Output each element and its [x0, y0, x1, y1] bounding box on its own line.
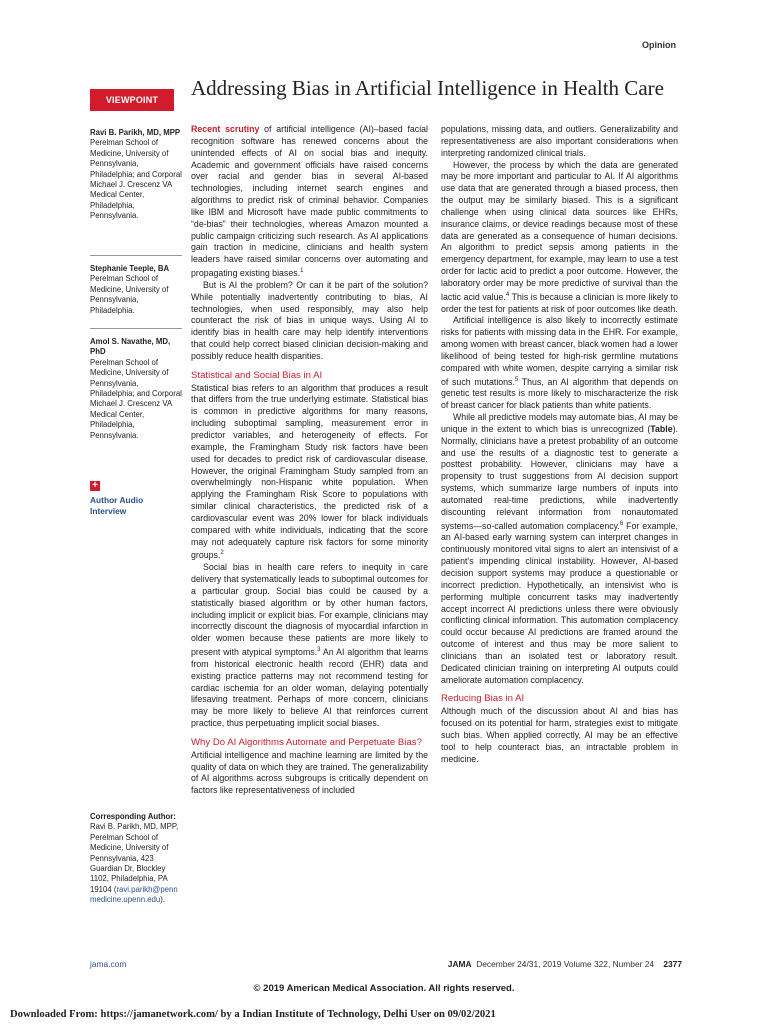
paragraph: This is because a clinician is more likely to order the test for patients at risk of poor outcomes like death.	[441, 291, 678, 314]
copyright: © 2019 American Medical Association. All rights reserved.	[253, 983, 515, 994]
email-link[interactable]: ravi.parikh@pennmedicine.upenn.edu	[90, 884, 178, 905]
paragraph: However, the process by which the data are generated may be more important and particular to AI. If AI algorithms use data that are generated through a biased process, then the output may be similarly biased. This is a significant challenge when using clinical data sources like EHRs, insurance claims, or device readings because most of these data are generated as a consequence of human decisions. An algorithm to predict sepsis among patients in the emergency department, for example, may learn to use a test order for lactic acid to predict a poor outcome. However, the laboratory order may be more predictive of survival than the lactic acid value.	[441, 159, 678, 302]
author-block-2	[90, 264, 182, 316]
paragraph: populations, missing data, and outliers. Generalizability and representativeness are also important considerations when interpreting randomized clinical trials.	[441, 124, 678, 158]
paragraph: Artificial intelligence and machine learning are limited by the quality of data on which they are trained. The generalizability of AI algorithms across subgroups is critically dependent on factors like representativeness of included	[191, 749, 428, 796]
table-link[interactable]: Table	[650, 423, 673, 434]
article-title: Addressing Bias in Artificial Intelligence in Health Care	[191, 76, 664, 100]
paragraph: Thus, an AI algorithm that depends on genetic test results is more likely to mischaracterize the risk of breast cancer for black patients than white patients.	[441, 376, 679, 411]
divider	[90, 255, 182, 256]
download-notice: Downloaded From: https://jamanetwork.com/ by a Indian Institute of Technology, Delhi User on 09/02/2021	[10, 1009, 496, 1020]
section-heading: Reducing Bias in AI	[441, 693, 525, 705]
divider	[90, 328, 182, 329]
author-audio-link[interactable]: Author Audio Interview	[90, 495, 144, 516]
lead-in: Recent scrutiny	[191, 124, 260, 134]
paragraph: An AI algorithm that learns from historical electronic health record (EHR) data and existing practice patterns may not recommend testing for cardiac ischemia for an older woman, delaying potentially lifesaving treatment. Perhaps of more concern, clinicians may be more likely to believe AI that reinforces current practice, thus perpetuating implicit social biases.	[191, 647, 429, 729]
column-2	[441, 124, 678, 765]
corresponding-text: Ravi B. Parikh, MD, MPP, Perelman School of Medicine, University of Pennsylvania, 423 Guardian Dr, Blockley 1102, Philadelphia, PA 19104 (	[90, 822, 179, 894]
author-name: Amol S. Navathe, MD, PhD	[90, 337, 171, 357]
reference[interactable]: 6	[619, 520, 624, 527]
author-block-3	[90, 337, 182, 441]
author-affiliation: Perelman School of Medicine, University of Pennsylvania, Philadelphia.	[90, 274, 169, 315]
corresponding-close: ).	[160, 895, 165, 905]
reference[interactable]: 4	[505, 291, 510, 298]
paragraph: While all predictive models may automate bias, AI may be unique in the extent to which bias is unrecognized (	[441, 412, 678, 434]
author-block-1	[90, 128, 182, 222]
site-link[interactable]: jama.com	[90, 959, 127, 969]
page-number: 2377	[663, 959, 682, 969]
viewpoint-badge: VIEWPOINT	[90, 89, 174, 111]
paragraph: ). Normally, clinicians have a pretest probability of an outcome and use the results of a diagnostic test to generate a posttest probability. However, clinicians may have a propensity to trust suggestions from AI decision support systems, which summarize large numbers of inputs into automated real-time predictions, while inadvertently discounting relevant information from nonautomated systems—so-called automation complacency.	[441, 423, 678, 531]
paragraph: Social bias in health care refers to inequity in care delivery that systematically leads to suboptimal outcomes for a particular group. Social bias could be caused by a statistically biased algorithm or by other human factors, including implicit or explicit bias. For example, clinicians may incorrectly discount the diagnosis of myocardial infarction in older women because these patients are more likely to present with atypical symptoms.	[191, 562, 428, 658]
section-label: Opinion	[642, 40, 676, 50]
section-heading: Why Do AI Algorithms Automate and Perpetuate Bias?	[191, 736, 422, 748]
journal-name: JAMA	[447, 959, 472, 969]
issue-info: December 24/31, 2019 Volume 322, Number 24	[476, 959, 655, 969]
paragraph: But is AI the problem? Or can it be part of the solution? While potentially inadvertently contributing to bias, AI technologies, when used responsibly, may also help counteract the risk of bias in unique ways. Using AI to identify bias in health care may help identify interventions that could help correct biased clinician decision-making and possibly reduce health disparities.	[191, 279, 428, 361]
column-1	[191, 124, 428, 797]
paragraph: of artificial intelligence (AI)–based facial recognition software has renewed concerns about the unintended effects of AI on social bias and inequity. Academic and government officials have raised concerns over racial and gender bias in several AI-based technologies, including internet search engines and algorithms to predict risk of criminal behavior. Companies like IBM and Microsoft have made public commitments to “de-bias” their technologies, whereas Amazon mounted a public campaign criticizing such research. As AI applications gain traction in medicine, clinicians and health system leaders have raised similar concerns over automating and propagating existing biases.	[191, 124, 428, 279]
plus-icon[interactable]: +	[90, 481, 100, 491]
reference[interactable]: 1	[300, 268, 304, 275]
corresponding-author	[90, 812, 182, 906]
reference[interactable]: 2	[220, 550, 224, 557]
reference[interactable]: 3	[317, 647, 321, 654]
paragraph: Although much of the discussion about AI and bias has focused on its potential for harm, strategies exist to mitigate such bias. When applied correctly, AI may be an effective tool to help counteract bias, an intractable problem in medicine.	[441, 706, 678, 764]
paragraph: Statistical bias refers to an algorithm that produces a result that differs from the true underlying estimate. Statistical bias is common in predictive algorithms for many reasons, including suboptimal sampling, measurement error in predictor variables, and heterogeneity of effects. For example, the Framingham Study risk factors have been used for decades to predict risk of cardiovascular disease. However, the original Framingham Study sampled from an overwhelmingly non-Hispanic white population. When applying the Framingham Risk Score to populations with similar clinical characteristics, the predicted risk of a cardiovascular event was 20% lower for black individuals compared with white individuals, indicating that the score may not adequately capture risk factors for some minority groups.	[191, 382, 428, 561]
paragraph: Artificial intelligence is also likely to incorrectly estimate risks for patients with missing data in the EHR. For example, among women with breast cancer, black women had a lower likelihood of being tested for high-risk germline mutations compared with white women, despite carrying a similar risk of such mutations.	[441, 315, 678, 387]
author-affiliation: Perelman School of Medicine, University of Pennsylvania, Philadelphia; and Corporal Michael J. Crescenz VA Medical Center, Philadelphia, Pennsylvania.	[90, 357, 182, 440]
reference[interactable]: 5	[514, 376, 519, 383]
corresponding-label: Corresponding Author:	[90, 812, 176, 821]
author-name: Ravi B. Parikh, MD, MPP	[90, 128, 181, 137]
journal-info	[448, 959, 682, 969]
author-affiliation: Perelman School of Medicine, University of Pennsylvania, Philadelphia; and Corporal Michael J. Crescenz VA Medical Center, Philadelphia, Pennsylvania.	[90, 138, 182, 221]
paragraph: For example, an AI-based early warning system can interpret changes in continuously monitored vital signs to alert an intensivist of a patient’s impending clinical instability. However, AI-based decision support systems may produce a questionable or incorrect prediction. Hypothetically, an intensivist who is performing multiple concurrent tasks may inadvertently accept incorrect AI predictions unless there were obviously conflicting clinical information. This automation complacency could occur because AI predictions are framed around the outcome of interest and thus may be more salient to clinicians than an isolated test or laboratory result. Dedicated clinician training on interpreting AI outputs could ameliorate automation complacency.	[441, 520, 678, 685]
author-name: Stephanie Teeple, BA	[90, 264, 170, 273]
section-heading: Statistical and Social Bias in AI	[191, 369, 323, 381]
